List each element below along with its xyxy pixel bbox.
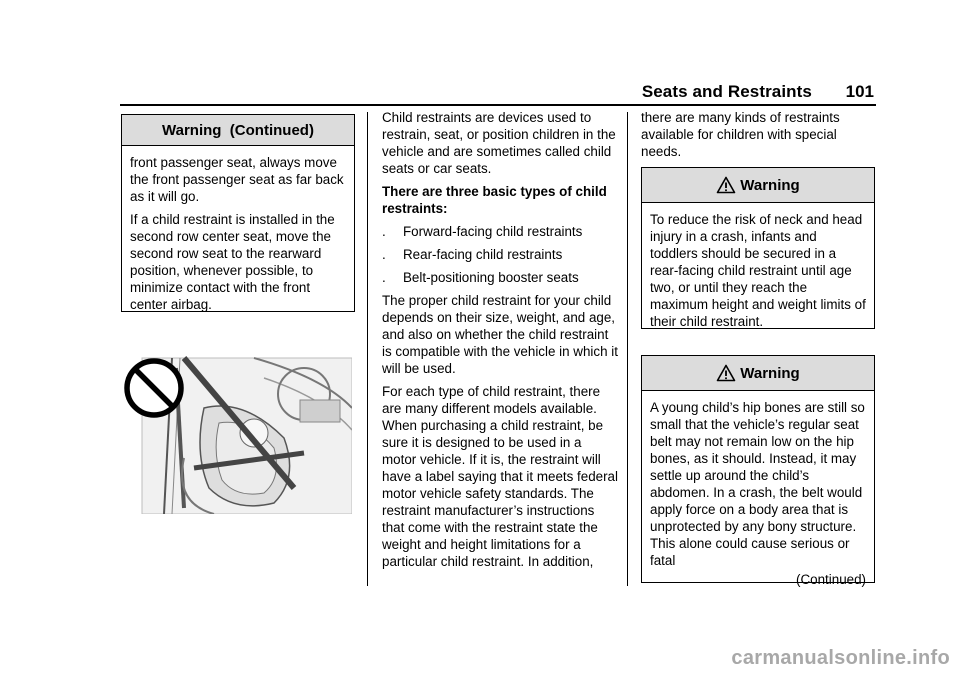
warning-title (642, 356, 874, 391)
warning-triangle-icon (716, 176, 736, 194)
page-number: 101 (845, 82, 874, 101)
warning-title-text: Warning (740, 176, 800, 194)
warning-triangle-icon (716, 364, 736, 382)
bullet-symbol: . (382, 247, 386, 262)
warning-title (642, 168, 874, 203)
intro-paragraph: Child restraints are devices used to restrain, seat, or position children in the vehicle and are sometimes called child seats or car seats. (382, 110, 616, 176)
warning-text: A young child’s hip bones are still so small that the vehicle’s regular seat belt may not remain low on the hip bones, as it should. Instead, it may settle up around the child’s abdomen. In a crash, the belt would apply force on a body area that is unprotected by any bony structure. This alone could cause serious or fatal (650, 400, 865, 568)
types-heading: There are three basic types of child restraints: (382, 184, 607, 216)
list-item-text: Forward-facing child restraints (403, 224, 583, 239)
continued-label: (Continued) (796, 572, 866, 587)
warning-continued-title (122, 115, 354, 146)
warning-paragraph: If a child restraint is installed in the second row center seat, move the second row seat to the rearward position, whenever possible, to minimize contact with the front center airbag. (130, 212, 335, 312)
proper-restraint-paragraph: The proper child restraint for your child depends on their size, weight, and age, and also on whether the child restraint is compatible with the vehicle in which it will be used. (382, 293, 618, 376)
warning-text: To reduce the risk of neck and head injury in a crash, infants and toddlers should be secured in a rear-facing child restraint until age two, or until they reach the maximum height and weight limits of their child restraint. (650, 212, 866, 329)
warning-continued-body (122, 146, 354, 313)
warning-title-text: Warning (740, 364, 800, 382)
warning-body (642, 203, 874, 330)
bullet-symbol: . (382, 224, 386, 239)
console (300, 400, 340, 422)
middle-column (382, 109, 618, 576)
section-title: Seats and Restraints (641, 82, 812, 101)
warning-body (642, 391, 874, 588)
warning-continued-box (121, 114, 355, 312)
each-type-paragraph: For each type of child restraint, there are many different models available. When purchasing a child restraint, be sure it is designed to be used in a motor vehicle. If it is, the restraint will have a label saying that it meets federal motor vehicle safety standards. The restraint manufacturer’s instructions that come with the restraint state the weight and height limitations for a particular child restraint. In addition, (382, 384, 618, 569)
warning-box-hip-bones (641, 355, 875, 587)
list-item-text: Belt-positioning booster seats (403, 270, 579, 285)
warning-paragraph: front passenger seat, always move the front passenger seat as far back as it will go. (130, 155, 344, 204)
list-item (382, 223, 618, 240)
watermark: carmanualsonline.info (731, 647, 950, 669)
bullet-symbol: . (382, 270, 386, 285)
column-divider-left (367, 112, 368, 586)
right-column-intro: there are many kinds of restraints available for children with special needs. (641, 110, 840, 159)
page-header (120, 80, 876, 106)
list-item (382, 246, 618, 263)
list-item (382, 269, 618, 286)
column-divider-right (627, 112, 628, 586)
list-item-text: Rear-facing child restraints (403, 247, 563, 262)
warning-box-neck-injury (641, 167, 875, 329)
prohibition-symbol (127, 361, 181, 415)
prohibited-child-seat-illustration (124, 338, 352, 514)
warning-continued-title-text: Warning (Continued) (162, 121, 314, 139)
